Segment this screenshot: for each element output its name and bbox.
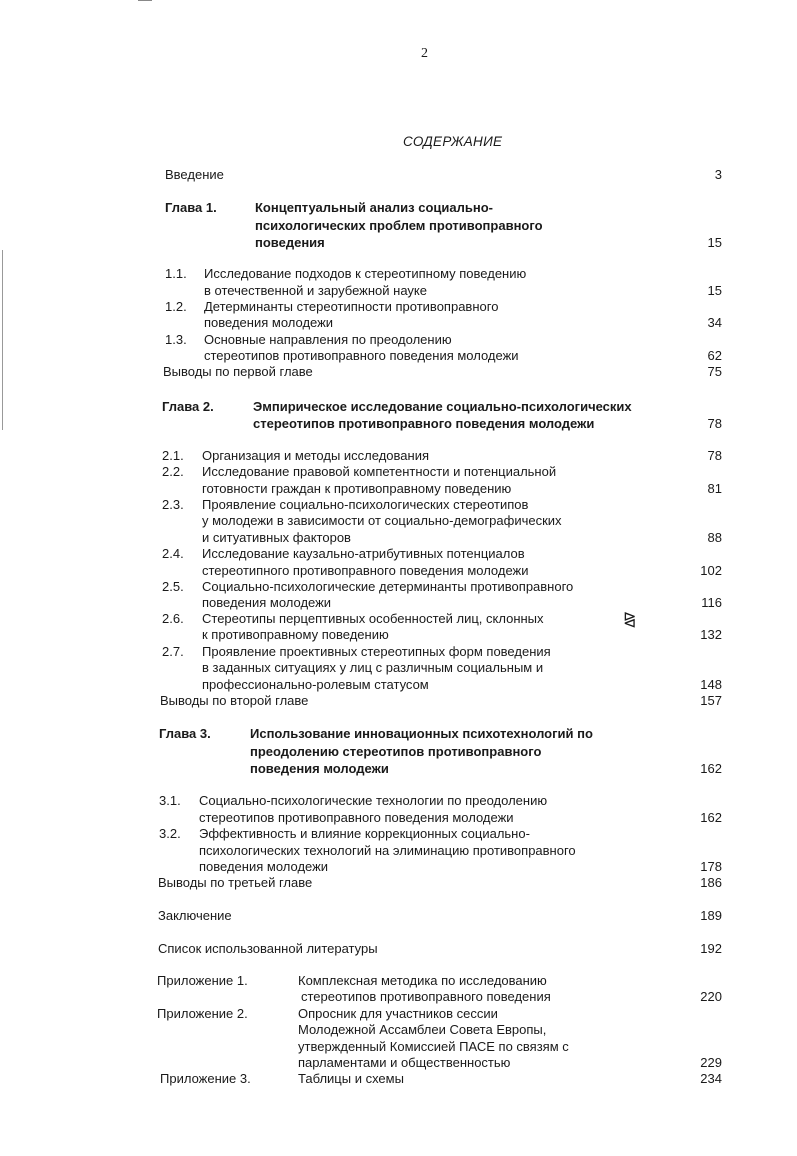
toc-page: 3 bbox=[714, 167, 722, 182]
toc-page: 229 bbox=[700, 1055, 722, 1070]
toc-page: 220 bbox=[700, 989, 722, 1004]
toc-page: 178 bbox=[700, 859, 722, 874]
section-line: Организация и методы исследования bbox=[202, 448, 429, 463]
scan-mark bbox=[138, 0, 152, 1]
chapter-title-line: Эмпирическое исследование социально-психологических bbox=[253, 399, 632, 414]
section-line: стереотипов противоправного поведения молодежи bbox=[199, 810, 514, 825]
toc-page: 157 bbox=[700, 693, 722, 708]
toc-page: 62 bbox=[707, 348, 722, 363]
chapter-label: Глава 2. bbox=[162, 399, 214, 414]
toc-label: Введение bbox=[165, 167, 224, 182]
section-line: и ситуативных факторов bbox=[202, 530, 351, 545]
section-number: 2.6. bbox=[162, 611, 184, 626]
toc-label: Список использованной литературы bbox=[158, 941, 378, 956]
toc-page: 75 bbox=[707, 364, 722, 379]
section-number: 1.1. bbox=[165, 266, 187, 281]
section-line: Исследование правовой компетентности и потенциальной bbox=[202, 464, 557, 479]
section-line: к противоправному поведению bbox=[202, 627, 389, 642]
section-number: 3.1. bbox=[159, 793, 181, 808]
section-line: Исследование каузально-атрибутивных потенциалов bbox=[202, 546, 525, 561]
chapter-title-line: преодолению стереотипов противоправного bbox=[250, 744, 542, 759]
appendix-line: парламентами и общественностью bbox=[298, 1055, 511, 1070]
appendix-label: Приложение 3. bbox=[160, 1071, 251, 1086]
section-line: психологических технологий на элиминацию противоправного bbox=[199, 843, 576, 858]
toc-page: 88 bbox=[707, 530, 722, 545]
appendix-label: Приложение 1. bbox=[157, 973, 248, 988]
toc-page: 148 bbox=[700, 677, 722, 692]
toc-page: 81 bbox=[707, 481, 722, 496]
section-number: 2.5. bbox=[162, 579, 184, 594]
section-line: стереотипов противоправного поведения молодежи bbox=[204, 348, 519, 363]
appendix-line: Комплексная методика по исследованию bbox=[298, 973, 547, 988]
chapter-title-line: Концептуальный анализ социально- bbox=[255, 200, 493, 215]
toc-page: 15 bbox=[707, 283, 722, 298]
chapter-label: Глава 3. bbox=[159, 726, 211, 741]
section-line: поведения молодежи bbox=[202, 595, 332, 610]
section-line: Детерминанты стереотипности противоправного bbox=[204, 299, 499, 314]
conclusion-label: Выводы по второй главе bbox=[160, 693, 309, 708]
toc-page: 15 bbox=[707, 235, 722, 250]
toc-page: 162 bbox=[700, 810, 722, 825]
chapter-title-line: поведения молодежи bbox=[250, 761, 389, 776]
toc-page: 162 bbox=[700, 761, 722, 776]
toc-page: 34 bbox=[707, 315, 722, 330]
page-number: 2 bbox=[421, 46, 428, 61]
section-number: 2.4. bbox=[162, 546, 184, 561]
toc-page: 116 bbox=[701, 595, 722, 610]
toc-page: 189 bbox=[700, 908, 722, 923]
toc-page: 234 bbox=[700, 1071, 722, 1086]
toc-page: 78 bbox=[707, 448, 722, 463]
toc-label: Заключение bbox=[158, 908, 232, 923]
toc-page: 186 bbox=[700, 875, 722, 890]
page-title: СОДЕРЖАНИЕ bbox=[403, 134, 503, 149]
section-line: в заданных ситуациях у лиц с различным социальным и bbox=[202, 660, 544, 675]
section-line: Проявление проективных стереотипных форм поведения bbox=[202, 644, 551, 659]
conclusion-label: Выводы по первой главе bbox=[163, 364, 313, 379]
section-line: поведения молодежи bbox=[199, 859, 329, 874]
section-number: 2.1. bbox=[162, 448, 184, 463]
section-line: стереотипного противоправного поведения молодежи bbox=[202, 563, 529, 578]
section-line: Основные направления по преодолению bbox=[204, 332, 452, 347]
section-number: 1.3. bbox=[165, 332, 187, 347]
section-line: Эффективность и влияние коррекционных социально- bbox=[199, 826, 530, 841]
chapter-title-line: стереотипов противоправного поведения молодежи bbox=[253, 416, 595, 431]
chapter-label: Глава 1. bbox=[165, 200, 217, 215]
appendix-line: Опросник для участников сессии bbox=[298, 1006, 498, 1021]
section-number: 2.7. bbox=[162, 644, 184, 659]
toc-page: 192 bbox=[700, 941, 722, 956]
section-number: 2.2. bbox=[162, 464, 184, 479]
section-number: 2.3. bbox=[162, 497, 184, 512]
appendix-line: Молодежной Ассамблеи Совета Европы, bbox=[298, 1022, 547, 1037]
appendix-line: стереотипов противоправного поведения bbox=[301, 989, 551, 1004]
section-line: Исследование подходов к стереотипному поведению bbox=[204, 266, 527, 281]
appendix-line: утвержденный Комиссией ПАСЕ по связям с bbox=[298, 1039, 569, 1054]
toc-page: 132 bbox=[700, 627, 722, 642]
conclusion-label: Выводы по третьей главе bbox=[158, 875, 313, 890]
chapter-title-line: Использование инновационных психотехнологий по bbox=[250, 726, 593, 741]
section-line: готовности граждан к противоправному поведению bbox=[202, 481, 512, 496]
chapter-title-line: поведения bbox=[255, 235, 325, 250]
section-line: Стереотипы перцептивных особенностей лиц, склонных bbox=[202, 611, 544, 626]
handwritten-mark: ⧎ bbox=[623, 609, 637, 628]
section-line: Социально-психологические детерминанты противоправного bbox=[202, 579, 574, 594]
toc-page: 102 bbox=[700, 563, 722, 578]
chapter-title-line: психологических проблем противоправного bbox=[255, 218, 543, 233]
appendix-line: Таблицы и схемы bbox=[298, 1071, 404, 1086]
section-line: поведения молодежи bbox=[204, 315, 334, 330]
section-number: 3.2. bbox=[159, 826, 181, 841]
section-number: 1.2. bbox=[165, 299, 187, 314]
section-line: у молодежи в зависимости от социально-демографических bbox=[202, 513, 562, 528]
section-line: в отечественной и зарубежной науке bbox=[204, 283, 427, 298]
appendix-label: Приложение 2. bbox=[157, 1006, 248, 1021]
section-line: профессионально-ролевым статусом bbox=[202, 677, 429, 692]
toc-page: 78 bbox=[707, 416, 722, 431]
section-line: Проявление социально-психологических стереотипов bbox=[202, 497, 529, 512]
scan-edge-line bbox=[2, 250, 3, 430]
section-line: Социально-психологические технологии по преодолению bbox=[199, 793, 548, 808]
